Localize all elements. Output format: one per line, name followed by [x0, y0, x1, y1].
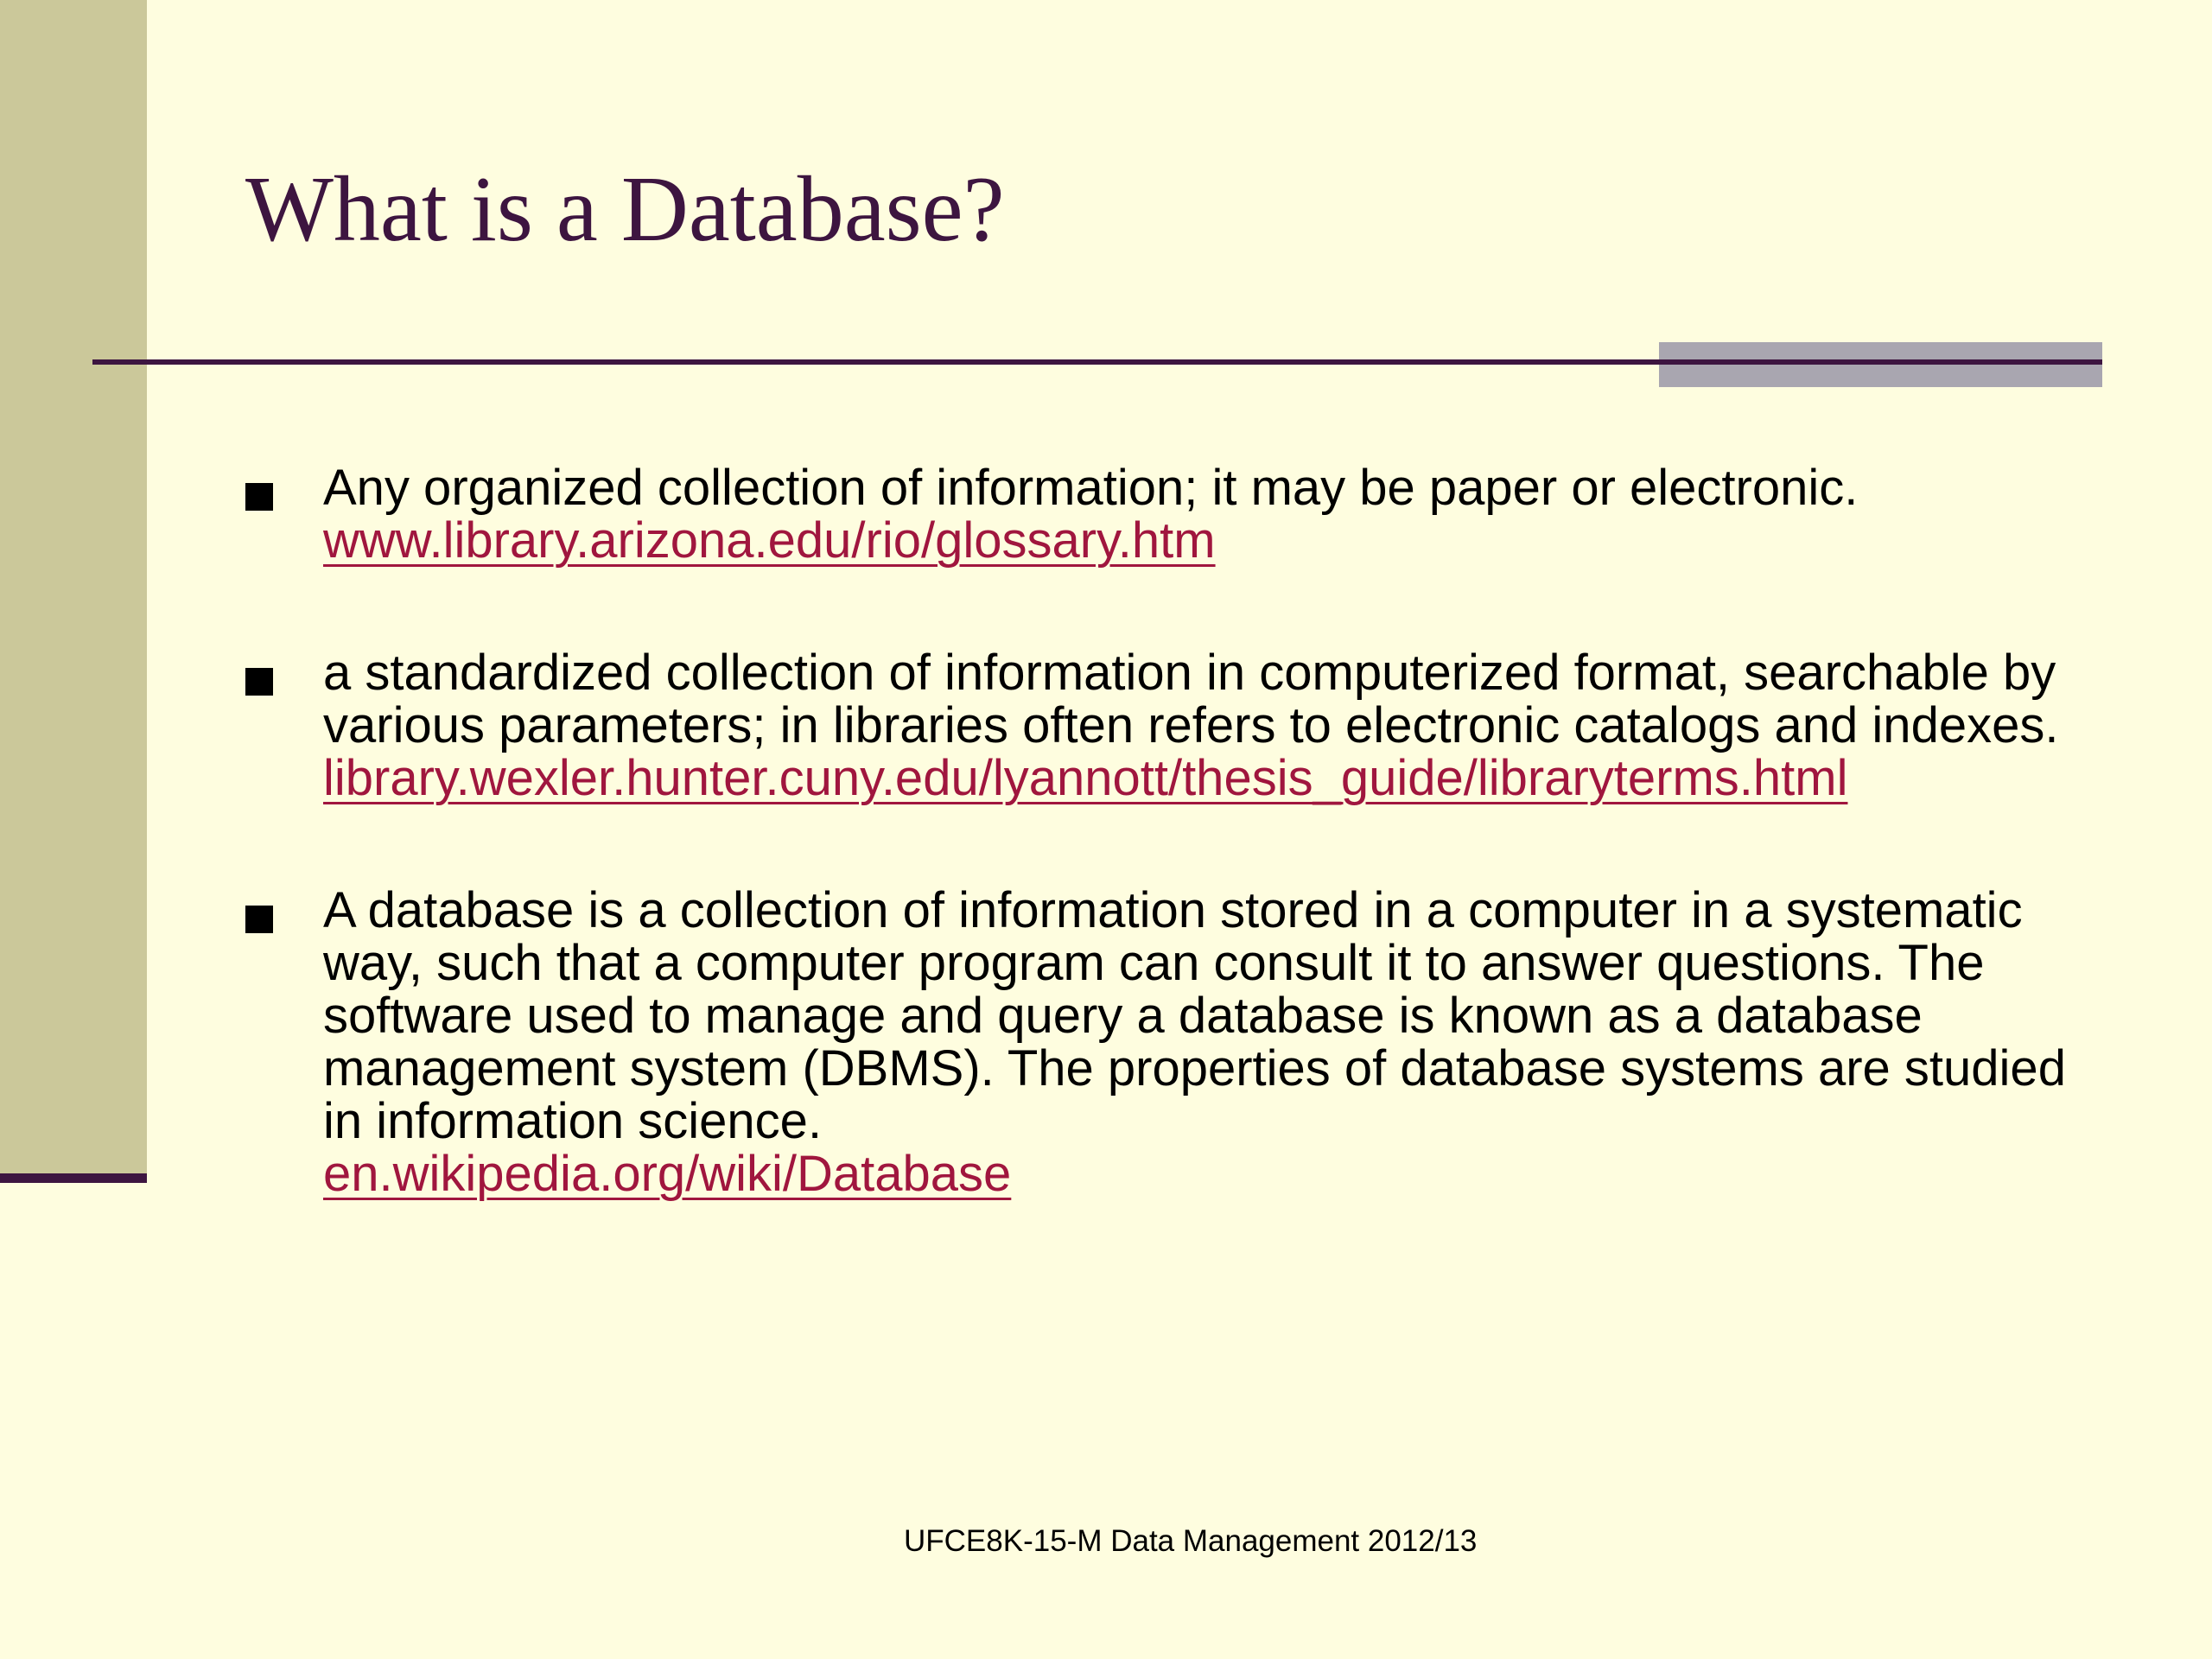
- title-rule: [92, 359, 2102, 365]
- slide-footer: UFCE8K-15-M Data Management 2012/13: [904, 1524, 1478, 1558]
- left-decorative-band: [0, 0, 147, 1177]
- left-band-rule: [0, 1173, 147, 1183]
- bullet-source-link[interactable]: en.wikipedia.org/wiki/Database: [323, 1146, 1012, 1202]
- bullet-text: A database is a collection of information stored in a computer in a systematic way, such that a computer program can consult it to answer questions. The software used to manage and query a database is known as a database management system (DBMS). The properties of database systems are studied in information science.: [323, 882, 2066, 1149]
- bullet-list: [245, 461, 2086, 1200]
- square-bullet-icon: [245, 483, 273, 511]
- bullet-text: Any organized collection of information; it may be paper or electronic.: [323, 460, 1859, 516]
- slide-title: What is a Database?: [245, 158, 1005, 261]
- bullet-item: [245, 461, 2086, 567]
- title-accent-block: [1659, 342, 2102, 387]
- bullet-item: [245, 884, 2086, 1200]
- square-bullet-icon: [245, 906, 273, 933]
- bullet-source-link[interactable]: www.library.arizona.edu/rio/glossary.htm: [323, 512, 1216, 569]
- bullet-source-link[interactable]: library.wexler.hunter.cuny.edu/lyannott/thesis_guide/libraryterms.html: [323, 750, 1848, 806]
- bullet-text: a standardized collection of information in computerized format, searchable by various parameters; in libraries often refers to electronic catalogs and indexes.: [323, 645, 2059, 753]
- bullet-item: [245, 646, 2086, 804]
- square-bullet-icon: [245, 668, 273, 696]
